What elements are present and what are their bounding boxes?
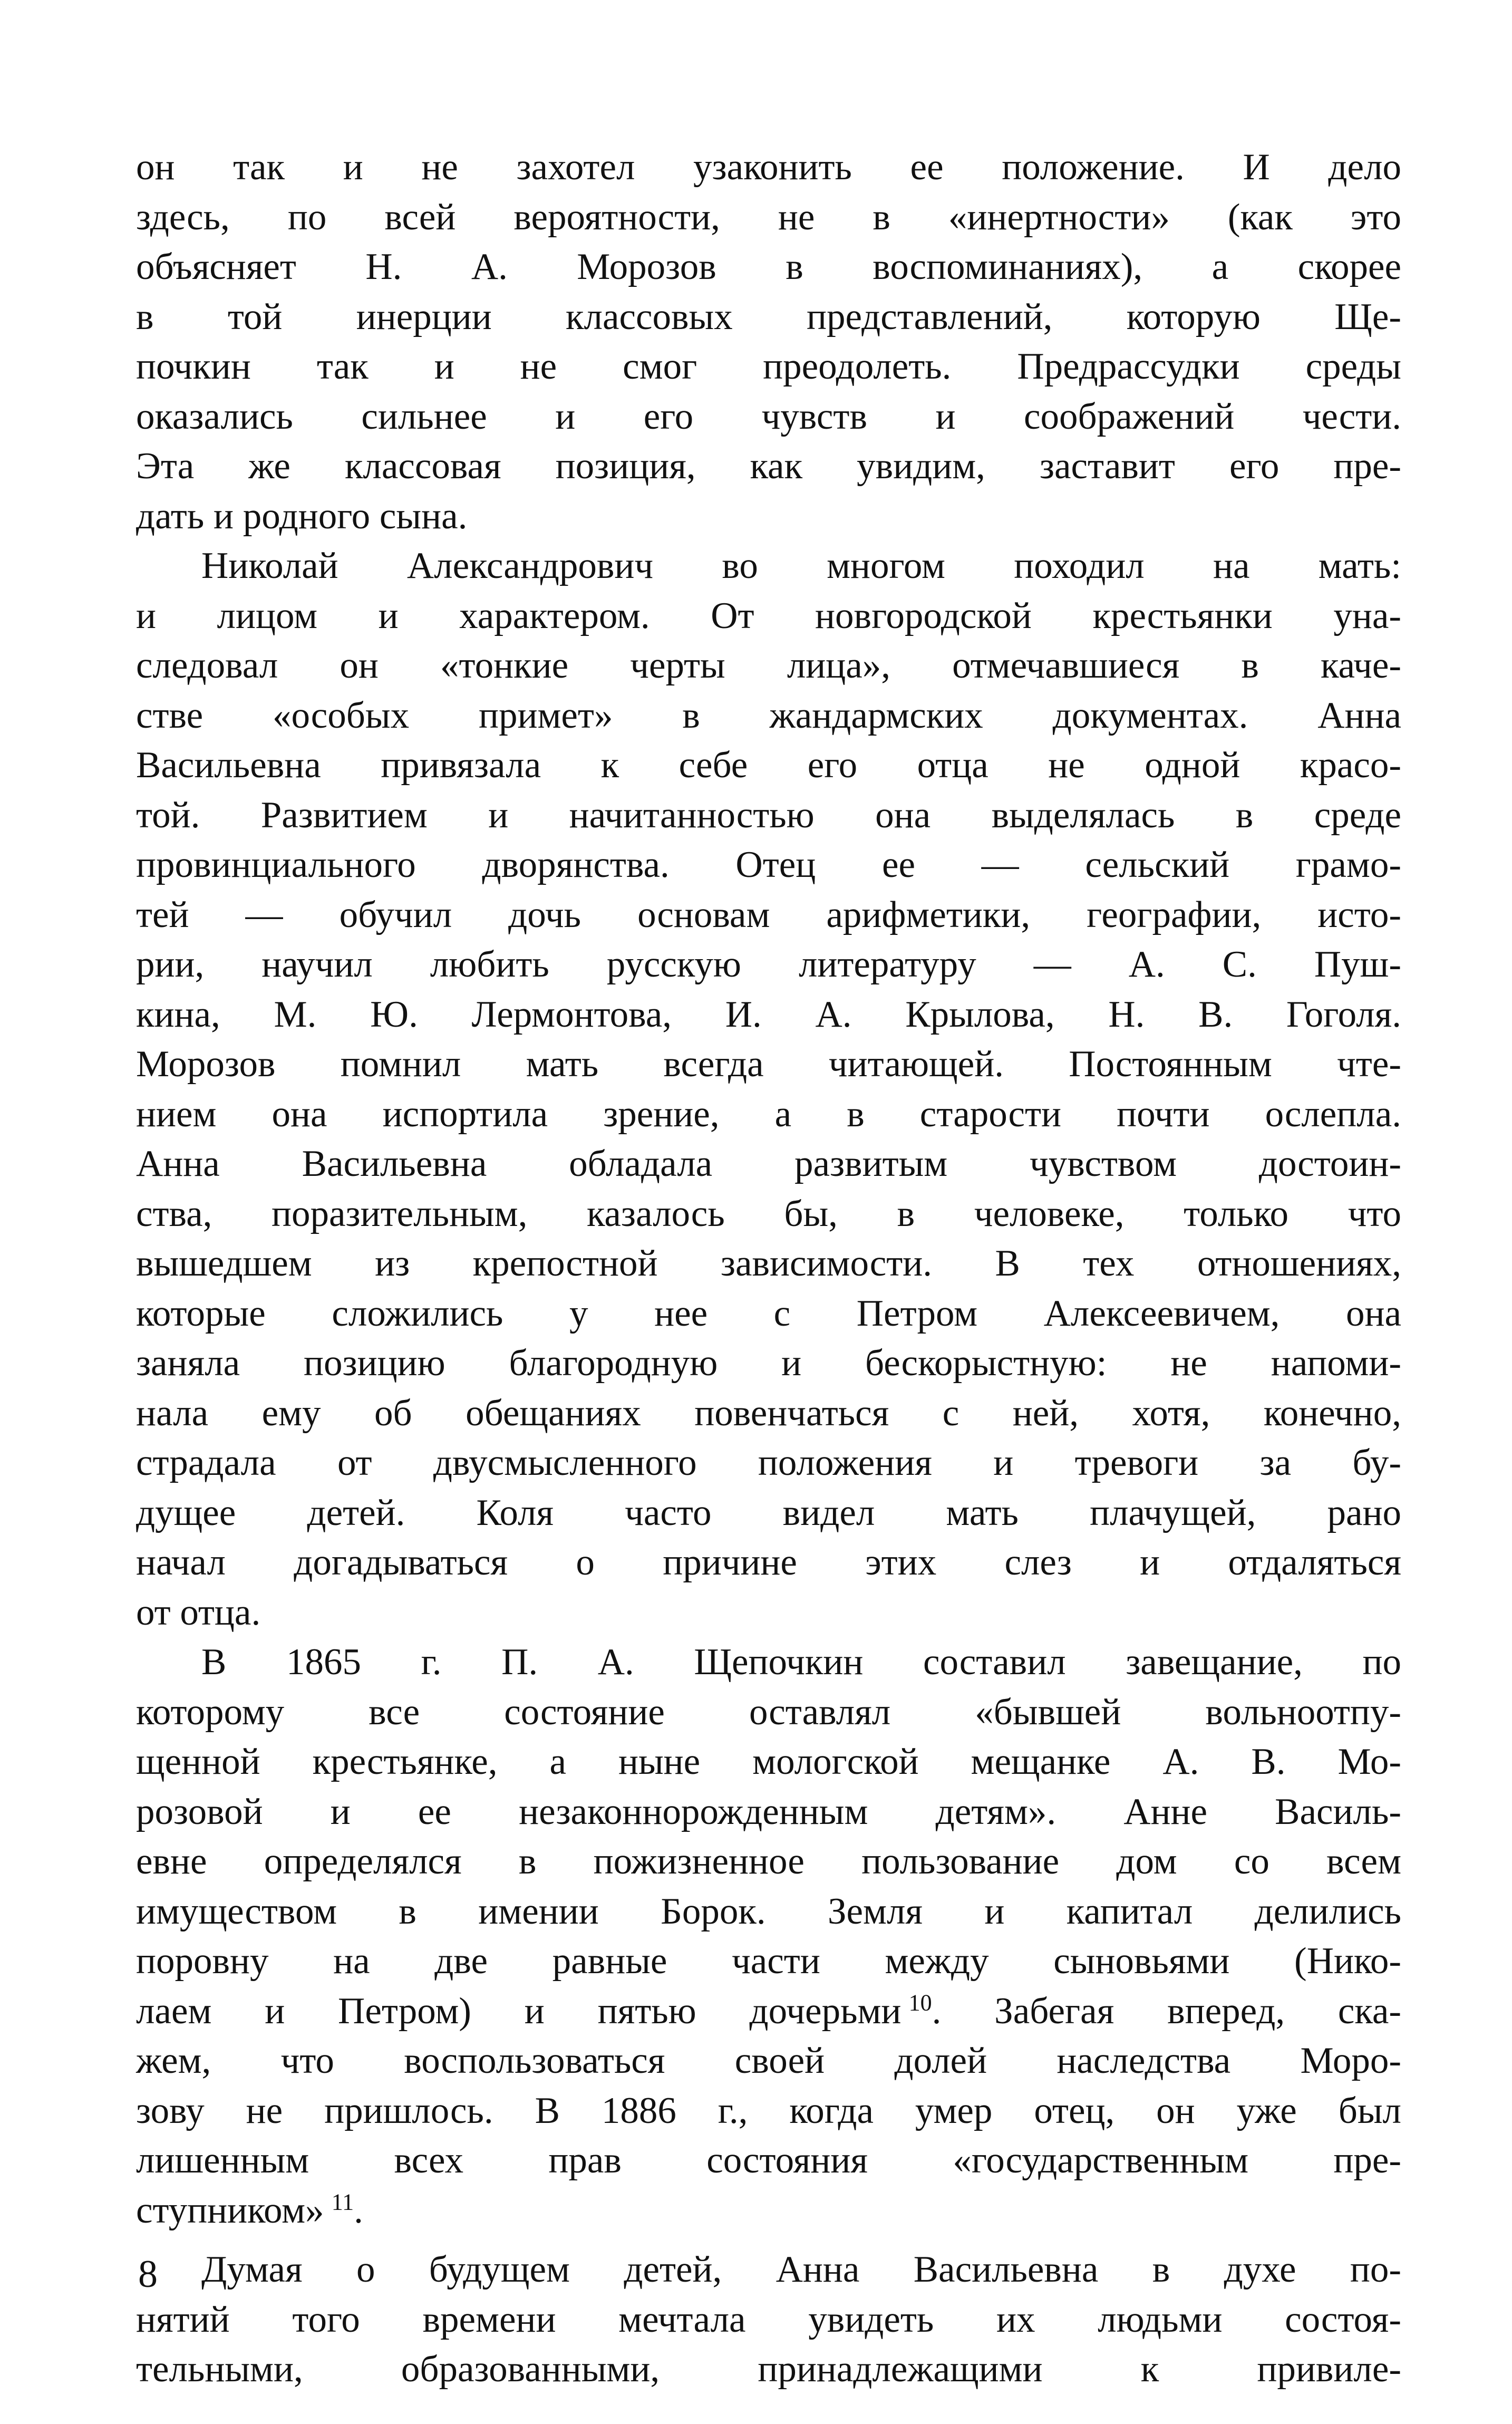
text-line: той. Развитием и начитанностью она выделялась в среде [136,794,1401,836]
text-line: в той инерции классовых представлений, которую Ще- [136,296,1401,337]
text-line: кина, М. Ю. Лермонтова, И. А. Крылова, Н. В. Гоголя. [136,993,1401,1035]
text-line: лишенным всех прав состояния «государственным пре- [136,2140,1401,2181]
text-line: Эта же классовая позиция, как увидим, заставит его пре- [136,446,1401,487]
text-line: от отца. [136,1591,261,1633]
text-line: нием она испортила зрение, а в старости почти ослепла. [136,1093,1401,1135]
text-line: он так и не захотел узаконить ее положение. И дело [136,147,1401,188]
text-line: заняла позицию благородную и бескорыстную: не напоми- [136,1343,1401,1384]
text-line: провинциального дворянства. Отец ее — сельский грамо- [136,844,1401,885]
text-line: розовой и ее незаконнорожденным детям». Анне Василь- [136,1791,1401,1832]
text-line-with-footnote [136,1986,1401,2036]
text-line: оказались сильнее и его чувств и соображений чести. [136,395,1401,437]
text-line: объясняет Н. А. Морозов в воспоминаниях), а скорее [136,246,1401,287]
text-line: стве «особых примет» в жандармских документах. Анна [136,694,1401,736]
line-text: ступником» [136,2189,324,2231]
text-line: Анна Васильевна обладала развитым чувством достоин- [136,1143,1401,1184]
page-number: 8 [138,2253,158,2296]
text-line: следовал он «тонкие черты лица», отмечавшиеся в каче- [136,645,1401,686]
line-text: . [354,2189,363,2231]
text-line: тей — обучил дочь основам арифметики, географии, исто- [136,894,1401,935]
text-line: щенной крестьянке, а ныне мологской мещанке А. В. Мо- [136,1741,1401,1782]
paragraph-2 [136,541,1401,1637]
text-line: нятий того времени мечтала увидеть их людьми состоя- [136,2299,1401,2340]
text-line: начал догадываться о причине этих слез и отдаляться [136,1542,1401,1583]
text-line: В 1865 г. П. А. Щепочкин составил завещание, по [201,1641,1401,1683]
text-line: евне определялся в пожизненное пользование дом со всем [136,1841,1401,1882]
text-line: поровну на две равные части между сыновьями (Нико- [136,1940,1401,1982]
text-line: тельными, образованными, принадлежащими к привиле- [136,2349,1401,2390]
text-line: которому все состояние оставлял «бывшей вольноотпу- [136,1691,1401,1733]
footnote-ref-11: 11 [331,2188,354,2215]
text-line: дущее детей. Коля часто видел мать плачущей, рано [136,1492,1401,1533]
text-line: почкин так и не смог преодолеть. Предрассудки среды [136,346,1401,387]
paragraph-4 [136,2245,1401,2394]
text-line: которые сложились у нее с Петром Алексеевичем, она [136,1292,1401,1334]
text-line: нала ему об обещаниях повенчаться с ней, хотя, конечно, [136,1392,1401,1434]
line-text: лаем и Петром) и пятью дочерьми [136,1990,902,2032]
text-line: имуществом в имении Борок. Земля и капитал делились [136,1890,1401,1932]
text-line: Морозов помнил мать всегда читающей. Постоянным чте- [136,1044,1401,1085]
page-text-block [136,142,1401,2394]
text-line: рии, научил любить русскую литературу — А. С. Пуш- [136,944,1401,985]
paragraph-1 [136,142,1401,541]
text-line: ства, поразительным, казалось бы, в человеке, только что [136,1193,1401,1234]
text-line: жем, что воспользоваться своей долей наследства Моро- [136,2040,1401,2081]
text-line: Николай Александрович во многом походил на мать: [201,545,1401,586]
text-line: и лицом и характером. От новгородской крестьянки уна- [136,595,1401,636]
line-text: . Забегая вперед, ска- [932,1990,1401,2032]
text-line: вышедшем из крепостной зависимости. В тех отношениях, [136,1243,1401,1284]
text-line: здесь, по всей вероятности, не в «инертности» (как это [136,196,1401,238]
text-line: страдала от двусмысленного положения и тревоги за бу- [136,1442,1401,1483]
paragraph-3 [136,1637,1401,2235]
text-line: зову не пришлось. В 1886 г., когда умер отец, он уже был [136,2090,1401,2131]
footnote-ref-10: 10 [908,1989,932,2015]
text-line: Думая о будущем детей, Анна Васильевна в духе по- [201,2249,1401,2290]
text-line: Васильевна привязала к себе его отца не одной красо- [136,745,1401,786]
text-line-with-footnote [136,2186,1401,2236]
text-line: дать и родного сына. [136,495,468,537]
